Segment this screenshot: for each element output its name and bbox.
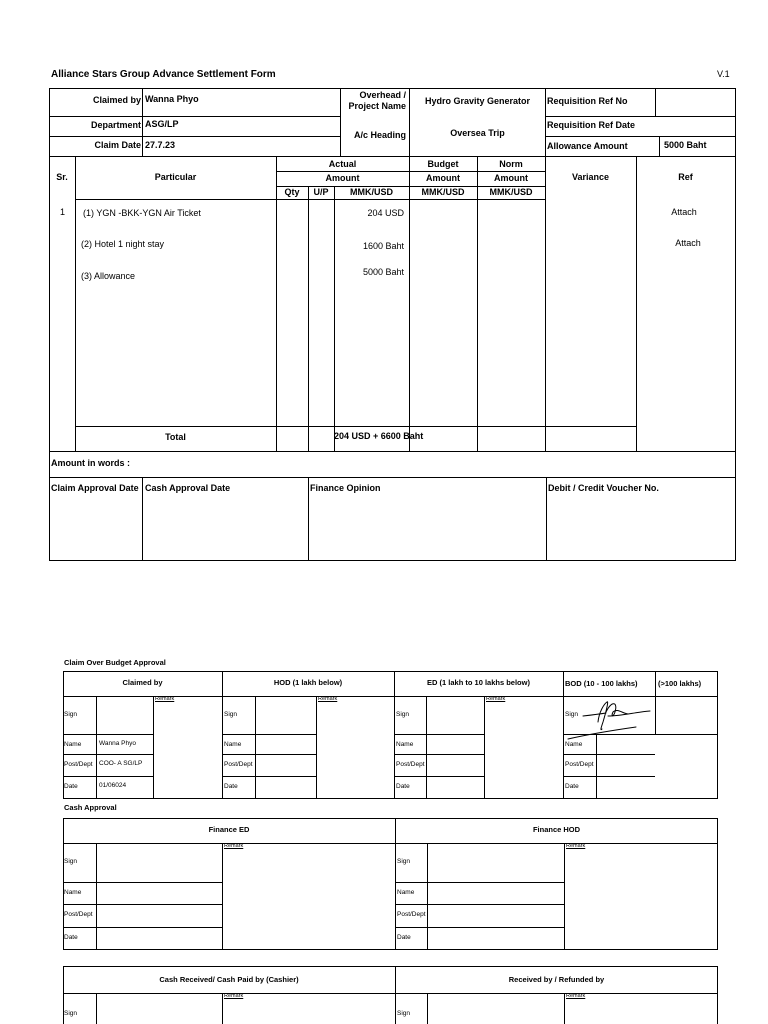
total-value: 204 USD + 6600 Baht xyxy=(334,431,424,441)
cashier-remark-label: Remark xyxy=(224,993,244,999)
row-2-particular: (2) Hotel 1 night stay xyxy=(81,239,165,249)
row-1-amount: 204 USD xyxy=(367,208,404,218)
claimed-remark-label: Remark xyxy=(155,696,175,702)
bod-sign-label: Sign xyxy=(565,711,579,718)
bod-header: BOD (10 - 100 lakhs) xyxy=(565,679,638,688)
hod-post-label: Post/Dept xyxy=(224,761,253,768)
row-3-particular: (3) Allowance xyxy=(81,271,136,281)
bod-signature xyxy=(568,702,650,739)
finance-ed-header: Finance ED xyxy=(208,825,250,834)
total-label: Total xyxy=(165,432,186,442)
project-name-value: Hydro Gravity Generator xyxy=(424,96,531,106)
ed-post-label: Post/Dept xyxy=(396,761,425,768)
finance-ed-post-label: Post/Dept xyxy=(64,911,93,918)
finance-ed-sign-label: Sign xyxy=(64,858,78,865)
col-budget-mmk: MMK/USD xyxy=(421,187,465,197)
project-name-label: Project Name xyxy=(348,101,406,111)
claimed-date-value: 01/06024 xyxy=(99,782,127,789)
refunded-sign-label: Sign xyxy=(397,1010,411,1017)
form-title: Alliance Stars Group Advance Settlement Form xyxy=(51,69,276,80)
refunded-header: Received by / Refunded by xyxy=(508,975,605,984)
claim-date-value: 27.7.23 xyxy=(145,140,176,150)
ed-header: ED (1 lakh to 10 lakhs below) xyxy=(427,678,530,687)
col-actual-amount: Amount xyxy=(325,173,360,183)
col-actual: Actual xyxy=(328,159,357,169)
col-qty: Qty xyxy=(284,187,300,197)
budget-approval-title: Claim Over Budget Approval xyxy=(64,658,166,667)
row-1-particular: (1) YGN -BKK-YGN Air Ticket xyxy=(83,208,201,218)
claimed-name-value: Wanna Phyo xyxy=(99,740,136,747)
hod-name-label: Name xyxy=(224,741,242,748)
claim-approval-date-label: Claim Approval Date xyxy=(51,483,139,493)
ed-sign-label: Sign xyxy=(396,711,410,718)
col-variance: Variance xyxy=(571,172,610,182)
hod-sign-label: Sign xyxy=(224,711,238,718)
finance-hod-sign-label: Sign xyxy=(397,858,411,865)
hod-header: HOD (1 lakh below) xyxy=(273,678,343,687)
finance-ed-date-label: Date xyxy=(64,934,78,941)
finance-opinion-label: Finance Opinion xyxy=(310,483,381,493)
finance-ed-name-label: Name xyxy=(64,889,82,896)
claimed-by-label: Claimed by xyxy=(92,95,141,105)
requisition-ref-no-label: Requisition Ref No xyxy=(547,96,628,106)
col-particular: Particular xyxy=(154,172,197,182)
finance-hod-remark-label: Remark xyxy=(566,843,586,849)
ac-heading-label: A/c Heading xyxy=(353,130,406,140)
bod-name-label: Name xyxy=(565,741,583,748)
row-2-ref: Attach xyxy=(675,238,701,248)
ed-name-label: Name xyxy=(396,741,414,748)
claimed-post-value: COO- A SG/LP xyxy=(99,760,143,767)
col-ref: Ref xyxy=(678,172,693,182)
finance-ed-remark-label: Remark xyxy=(224,843,244,849)
row-sr-number: 1 xyxy=(60,207,66,217)
claimed-by-value: Wanna Phyo xyxy=(145,94,199,104)
claimed-post-label: Post/Dept xyxy=(64,761,93,768)
form-version: V.1 xyxy=(717,69,730,79)
allowance-amount-label: Allowance Amount xyxy=(547,141,628,151)
overhead-label: Overhead / xyxy=(359,90,406,100)
requisition-ref-date-label: Requisition Ref Date xyxy=(547,120,636,130)
over100-header: (>100 lakhs) xyxy=(658,679,702,688)
ac-heading-value: Oversea Trip xyxy=(450,128,505,138)
finance-hod-post-label: Post/Dept xyxy=(397,911,426,918)
claimed-name-label: Name xyxy=(64,741,82,748)
bod-date-label: Date xyxy=(565,783,579,790)
claimed-date-label: Date xyxy=(64,783,78,790)
col-norm: Norm xyxy=(499,159,523,169)
col-budget-amount: Amount xyxy=(426,173,460,183)
ed-date-label: Date xyxy=(396,783,410,790)
amount-in-words-label: Amount in words : xyxy=(51,458,130,468)
col-norm-mmk: MMK/USD xyxy=(489,187,533,197)
department-value: ASG/LP xyxy=(145,119,179,129)
col-sr: Sr. xyxy=(56,172,68,182)
cash-approval-title: Cash Approval xyxy=(64,803,117,812)
col-mmk-usd: MMK/USD xyxy=(350,187,393,197)
cashier-sign-label: Sign xyxy=(64,1010,78,1017)
cash-approval-date-label: Cash Approval Date xyxy=(145,483,231,493)
col-norm-amount: Amount xyxy=(494,173,528,183)
finance-hod-name-label: Name xyxy=(397,889,415,896)
claimed-sign-label: Sign xyxy=(64,711,78,718)
voucher-no-label: Debit / Credit Voucher No. xyxy=(548,483,659,493)
col-budget: Budget xyxy=(427,159,459,169)
cashier-header: Cash Received/ Cash Paid by (Cashier) xyxy=(159,975,299,984)
claim-date-label: Claim Date xyxy=(94,140,141,150)
bod-post-label: Post/Dept xyxy=(565,761,594,768)
allowance-amount-value: 5000 Baht xyxy=(664,140,707,150)
refunded-remark-label: Remark xyxy=(566,993,586,999)
row-3-amount: 5000 Baht xyxy=(362,267,404,277)
row-1-ref: Attach xyxy=(671,207,697,217)
department-label: Department xyxy=(90,120,141,130)
finance-hod-date-label: Date xyxy=(397,934,411,941)
hod-remark-label: Remark xyxy=(318,696,338,702)
finance-hod-header: Finance HOD xyxy=(532,825,581,834)
claimed-by-header: Claimed by xyxy=(122,678,163,687)
hod-date-label: Date xyxy=(224,783,238,790)
ed-remark-label: Remark xyxy=(486,696,506,702)
col-up: U/P xyxy=(313,187,329,197)
row-2-amount: 1600 Baht xyxy=(362,241,404,251)
